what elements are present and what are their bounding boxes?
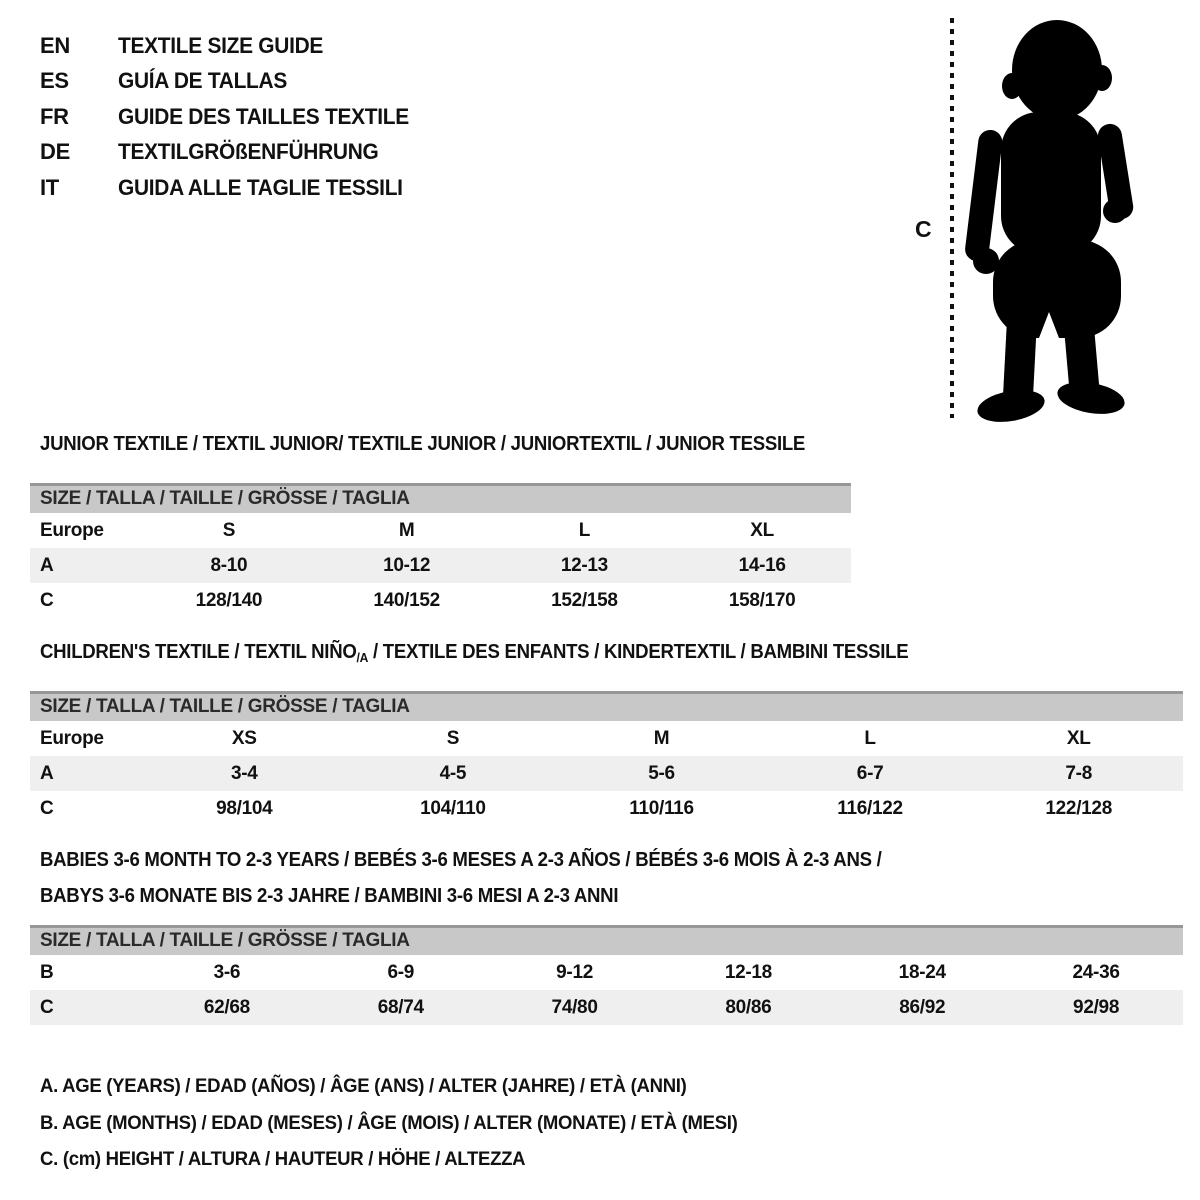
language-title-es: GUÍA DE TALLAS bbox=[118, 68, 288, 94]
language-row-en bbox=[40, 28, 424, 64]
junior-row-europe bbox=[30, 513, 851, 548]
table-cell: 14-16 bbox=[673, 548, 851, 583]
table-cell: 152/158 bbox=[551, 589, 618, 611]
table-cell: 110/116 bbox=[629, 797, 694, 819]
table-cell: 68/74 bbox=[314, 990, 488, 1025]
language-row-fr bbox=[40, 99, 424, 135]
table-cell: 3-6 bbox=[213, 961, 241, 983]
babies-table-grid bbox=[30, 955, 1183, 1025]
language-title-it: GUIDA ALLE TAGLIE TESSILI bbox=[118, 174, 403, 200]
baby-silhouette-icon bbox=[963, 14, 1139, 426]
table-cell: L bbox=[578, 519, 591, 541]
babies-size-table bbox=[30, 925, 1183, 1025]
table-cell: 7-8 bbox=[974, 756, 1183, 791]
footnote-height-cm: C. (cm) HEIGHT / ALTURA / HAUTEUR / HÖHE / ALTEZZA bbox=[40, 1148, 526, 1170]
children-table-grid bbox=[30, 721, 1183, 826]
junior-table-header: SIZE / TALLA / TAILLE / GRÖSSE / TAGLIA bbox=[30, 483, 851, 513]
table-cell: 86/92 bbox=[835, 990, 1009, 1025]
table-cell: 18-24 bbox=[898, 961, 946, 983]
table-cell: B bbox=[40, 961, 54, 983]
children-section-title bbox=[40, 641, 908, 665]
table-cell: S bbox=[222, 519, 236, 541]
table-cell: 116/122 bbox=[837, 797, 903, 819]
footnote-age-months: B. AGE (MONTHS) / EDAD (MESES) / ÂGE (MOIS) / ALTER (MONATE) / ETÀ (MESI) bbox=[40, 1111, 738, 1134]
table-cell: 98/104 bbox=[216, 797, 273, 819]
table-cell: 3-4 bbox=[140, 756, 349, 791]
table-cell: 9-12 bbox=[556, 961, 593, 983]
children-row-age bbox=[30, 756, 1183, 791]
language-row-es bbox=[40, 64, 424, 100]
table-cell: C bbox=[40, 589, 54, 611]
table-cell: 140/152 bbox=[373, 589, 440, 611]
table-cell: C bbox=[40, 797, 54, 819]
table-cell: 62/68 bbox=[140, 990, 314, 1025]
table-cell: 10-12 bbox=[318, 548, 496, 583]
babies-title-line2: BABYS 3-6 MONATE BIS 2-3 JAHRE / BAMBINI 3-6 MESI A 2-3 ANNI bbox=[40, 885, 619, 907]
table-cell: A bbox=[30, 756, 140, 791]
junior-section-title: JUNIOR TEXTILE / TEXTIL JUNIOR/ TEXTILE JUNIOR / JUNIORTEXTIL / JUNIOR TESSILE bbox=[40, 433, 806, 455]
footnotes-block bbox=[40, 1068, 774, 1178]
height-measurement-figure bbox=[905, 10, 1155, 425]
table-cell: 92/98 bbox=[1009, 990, 1183, 1025]
table-cell: Europe bbox=[40, 519, 104, 541]
children-size-table bbox=[30, 691, 1183, 826]
language-code-es: ES bbox=[40, 68, 69, 94]
table-cell: 104/110 bbox=[420, 797, 486, 819]
table-cell: L bbox=[864, 727, 876, 749]
language-row-de bbox=[40, 135, 424, 171]
language-title-fr: GUIDE DES TAILLES TEXTILE bbox=[118, 103, 409, 129]
table-cell: 12-18 bbox=[724, 961, 772, 983]
table-cell: C bbox=[30, 990, 140, 1025]
table-cell: M bbox=[653, 727, 670, 749]
table-cell: XL bbox=[1066, 727, 1091, 749]
junior-table-grid bbox=[30, 513, 851, 618]
children-table-header: SIZE / TALLA / TAILLE / GRÖSSE / TAGLIA bbox=[30, 691, 1183, 721]
language-title-en: TEXTILE SIZE GUIDE bbox=[118, 32, 324, 58]
table-cell: 158/170 bbox=[728, 589, 796, 611]
children-title-pre: CHILDREN'S TEXTILE / TEXTIL NIÑO bbox=[40, 641, 357, 663]
table-cell: 6-9 bbox=[387, 961, 415, 983]
language-title-de: TEXTILGRÖßENFÜHRUNG bbox=[118, 139, 379, 165]
language-row-it bbox=[40, 170, 424, 206]
language-code-it: IT bbox=[40, 174, 59, 200]
table-cell: 12-13 bbox=[496, 548, 674, 583]
height-dashed-line bbox=[950, 18, 954, 418]
junior-row-height bbox=[30, 583, 851, 618]
table-cell: XS bbox=[231, 727, 257, 749]
language-code-en: EN bbox=[40, 32, 70, 58]
table-cell: XL bbox=[750, 519, 774, 541]
babies-section-title bbox=[40, 842, 882, 914]
table-cell: 128/140 bbox=[195, 589, 263, 611]
table-cell: M bbox=[398, 519, 415, 541]
table-cell: Europe bbox=[40, 727, 104, 749]
children-title-subscript: /A bbox=[356, 650, 369, 665]
table-cell: 74/80 bbox=[488, 990, 662, 1025]
language-guide-header bbox=[40, 28, 424, 206]
children-title-post: / TEXTILE DES ENFANTS / KINDERTEXTIL / BAMBINI TESSILE bbox=[368, 641, 909, 663]
measure-label-c: C bbox=[915, 216, 932, 242]
table-cell: 80/86 bbox=[661, 990, 835, 1025]
children-row-europe bbox=[30, 721, 1183, 756]
junior-size-table bbox=[30, 483, 851, 618]
table-cell: A bbox=[30, 548, 140, 583]
babies-row-months bbox=[30, 955, 1183, 990]
table-cell: 5-6 bbox=[557, 756, 766, 791]
table-cell: 8-10 bbox=[140, 548, 318, 583]
babies-table-header: SIZE / TALLA / TAILLE / GRÖSSE / TAGLIA bbox=[30, 925, 1183, 955]
table-cell: 24-36 bbox=[1072, 961, 1120, 983]
language-code-de: DE bbox=[40, 139, 70, 165]
table-cell: S bbox=[446, 727, 460, 749]
babies-row-height bbox=[30, 990, 1183, 1025]
language-code-fr: FR bbox=[40, 103, 69, 129]
children-row-height bbox=[30, 791, 1183, 826]
footnote-age-years: A. AGE (YEARS) / EDAD (AÑOS) / ÂGE (ANS) / ALTER (JAHRE) / ETÀ (ANNI) bbox=[40, 1075, 687, 1097]
table-cell: 4-5 bbox=[349, 756, 558, 791]
junior-row-age bbox=[30, 548, 851, 583]
table-cell: 6-7 bbox=[766, 756, 975, 791]
table-cell: 122/128 bbox=[1045, 797, 1112, 819]
babies-title-line1: BABIES 3-6 MONTH TO 2-3 YEARS / BEBÉS 3-6 MESES A 2-3 AÑOS / BÉBÉS 3-6 MOIS À 2-3 ANS / bbox=[40, 849, 882, 871]
